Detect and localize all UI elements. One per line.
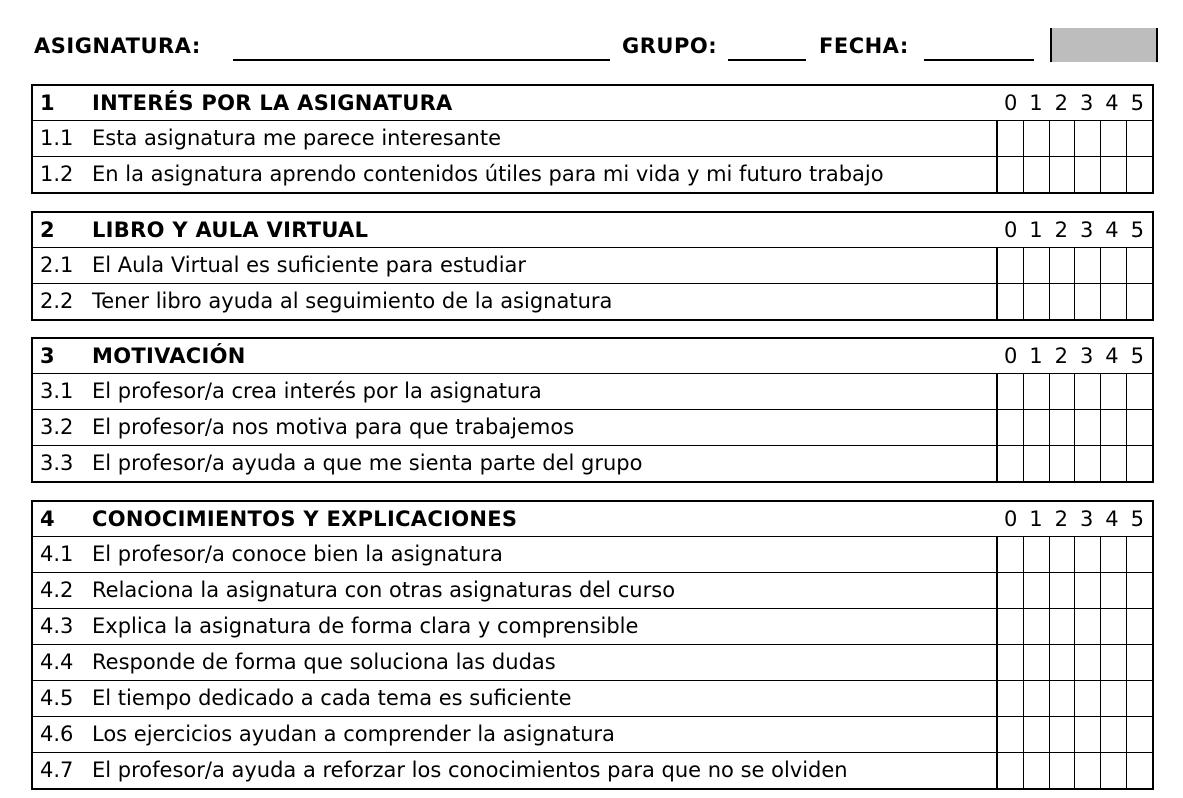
rating-cell-0[interactable] [996, 284, 1023, 319]
section-title-row [33, 339, 1152, 373]
rating-cell-2[interactable] [1049, 284, 1075, 319]
section-title-row [33, 502, 1152, 536]
question-row [33, 247, 1152, 283]
rating-cell-3[interactable] [1074, 410, 1100, 445]
rating-boxes [996, 681, 1152, 716]
question-row [33, 644, 1152, 680]
scale-0: 0 [1003, 344, 1018, 368]
rating-cell-5[interactable] [1126, 446, 1152, 481]
rating-boxes [996, 410, 1152, 445]
section-interes [31, 84, 1154, 194]
section-title-row [33, 86, 1152, 120]
rating-boxes [996, 753, 1152, 788]
rating-cell-4[interactable] [1100, 717, 1126, 752]
rating-boxes [996, 374, 1152, 409]
rating-cell-3[interactable] [1074, 717, 1100, 752]
rating-cell-1[interactable] [1023, 717, 1049, 752]
rating-cell-2[interactable] [1049, 157, 1075, 192]
question-row [33, 536, 1152, 572]
question-text: El Aula Virtual es suficiente para estudiar [92, 253, 527, 277]
rating-cell-2[interactable] [1049, 609, 1075, 644]
question-row [33, 283, 1152, 319]
section-title: INTERÉS POR LA ASIGNATURA [92, 91, 453, 115]
rating-cell-1[interactable] [1023, 410, 1049, 445]
rating-cell-4[interactable] [1100, 121, 1126, 156]
rating-cell-2[interactable] [1049, 753, 1075, 788]
rating-cell-0[interactable] [996, 410, 1023, 445]
rating-cell-1[interactable] [1023, 753, 1049, 788]
scale-4: 4 [1105, 344, 1119, 368]
rating-scale [998, 213, 1150, 247]
question-text: Responde de forma que soluciona las dudas [92, 650, 556, 674]
rating-cell-3[interactable] [1074, 537, 1100, 572]
rating-boxes [996, 573, 1152, 608]
rating-cell-4[interactable] [1100, 537, 1126, 572]
rating-cell-4[interactable] [1100, 753, 1126, 788]
asignatura-field[interactable] [233, 59, 610, 61]
section-motivacion [31, 337, 1154, 483]
rating-cell-3[interactable] [1074, 609, 1100, 644]
fecha-label: FECHA: [819, 34, 909, 58]
scale-1: 1 [1029, 344, 1043, 368]
form-header [34, 28, 1156, 64]
rating-cell-5[interactable] [1126, 157, 1152, 192]
scale-3: 3 [1079, 218, 1094, 242]
rating-cell-2[interactable] [1049, 248, 1075, 283]
rating-cell-1[interactable] [1023, 681, 1049, 716]
section-title-row [33, 213, 1152, 247]
question-row [33, 373, 1152, 409]
grupo-field[interactable] [728, 59, 806, 61]
rating-cell-4[interactable] [1100, 681, 1126, 716]
question-number: 4.5 [40, 686, 74, 710]
question-text: Los ejercicios ayudan a comprender la asignatura [92, 722, 615, 746]
scale-5: 5 [1130, 507, 1144, 531]
rating-cell-2[interactable] [1049, 573, 1075, 608]
scale-3: 3 [1079, 507, 1094, 531]
rating-cell-0[interactable] [996, 573, 1023, 608]
scale-0: 0 [1003, 507, 1018, 531]
scale-5: 5 [1130, 344, 1144, 368]
rating-cell-5[interactable] [1126, 248, 1152, 283]
rating-cell-0[interactable] [996, 537, 1023, 572]
section-number: 2 [40, 218, 55, 242]
rating-scale [998, 86, 1150, 120]
question-number: 4.4 [40, 650, 74, 674]
question-row [33, 608, 1152, 644]
rating-cell-1[interactable] [1023, 121, 1049, 156]
rating-cell-1[interactable] [1023, 248, 1049, 283]
question-text: Relaciona la asignatura con otras asignaturas del curso [92, 578, 676, 602]
scale-4: 4 [1105, 218, 1119, 242]
rating-cell-0[interactable] [996, 121, 1023, 156]
rating-cell-3[interactable] [1074, 573, 1100, 608]
rating-cell-3[interactable] [1074, 374, 1100, 409]
question-text: El profesor/a conoce bien la asignatura [92, 542, 503, 566]
scale-5: 5 [1130, 218, 1144, 242]
question-number: 2.1 [40, 253, 74, 277]
question-number: 2.2 [40, 289, 74, 313]
rating-boxes [996, 537, 1152, 572]
question-text: El profesor/a ayuda a que me sienta parte del grupo [92, 451, 643, 475]
rating-cell-3[interactable] [1074, 157, 1100, 192]
rating-cell-5[interactable] [1126, 645, 1152, 680]
rating-cell-3[interactable] [1074, 284, 1100, 319]
rating-cell-3[interactable] [1074, 446, 1100, 481]
question-row [33, 572, 1152, 608]
fecha-field[interactable] [924, 59, 1034, 61]
rating-cell-0[interactable] [996, 374, 1023, 409]
rating-boxes [996, 717, 1152, 752]
rating-cell-5[interactable] [1126, 717, 1152, 752]
question-number: 4.2 [40, 578, 74, 602]
question-row [33, 752, 1152, 788]
rating-cell-4[interactable] [1100, 157, 1126, 192]
rating-cell-5[interactable] [1126, 753, 1152, 788]
section-number: 3 [40, 344, 55, 368]
scale-1: 1 [1029, 507, 1043, 531]
rating-cell-3[interactable] [1074, 248, 1100, 283]
rating-cell-1[interactable] [1023, 573, 1049, 608]
rating-cell-2[interactable] [1049, 410, 1075, 445]
rating-scale [998, 502, 1150, 536]
rating-cell-3[interactable] [1074, 681, 1100, 716]
question-number: 4.3 [40, 614, 74, 638]
scale-1: 1 [1029, 218, 1043, 242]
scale-0: 0 [1003, 91, 1018, 115]
question-number: 4.1 [40, 542, 74, 566]
rating-cell-5[interactable] [1126, 681, 1152, 716]
rating-boxes [996, 284, 1152, 319]
rating-cell-4[interactable] [1100, 446, 1126, 481]
rating-cell-4[interactable] [1100, 573, 1126, 608]
rating-cell-2[interactable] [1049, 681, 1075, 716]
question-text: Explica la asignatura de forma clara y comprensible [92, 614, 639, 638]
question-number: 3.1 [40, 379, 74, 403]
rating-cell-0[interactable] [996, 248, 1023, 283]
question-row [33, 156, 1152, 192]
rating-cell-5[interactable] [1126, 573, 1152, 608]
rating-cell-1[interactable] [1023, 537, 1049, 572]
question-number: 4.6 [40, 722, 74, 746]
section-title: LIBRO Y AULA VIRTUAL [92, 218, 369, 242]
question-number: 4.7 [40, 758, 74, 782]
question-text: El tiempo dedicado a cada tema es suficiente [92, 686, 572, 710]
scale-3: 3 [1079, 91, 1094, 115]
scale-4: 4 [1105, 91, 1119, 115]
question-text: En la asignatura aprendo contenidos útiles para mi vida y mi futuro trabajo [92, 162, 884, 186]
rating-cell-5[interactable] [1126, 537, 1152, 572]
question-row [33, 680, 1152, 716]
section-number: 1 [40, 91, 55, 115]
rating-cell-4[interactable] [1100, 609, 1126, 644]
rating-cell-5[interactable] [1126, 374, 1152, 409]
scale-1: 1 [1029, 91, 1043, 115]
rating-cell-4[interactable] [1100, 248, 1126, 283]
section-libro-aula-virtual [31, 211, 1154, 321]
section-conocimientos-explicaciones [31, 500, 1154, 790]
rating-cell-1[interactable] [1023, 645, 1049, 680]
scale-2: 2 [1054, 507, 1068, 531]
rating-cell-4[interactable] [1100, 645, 1126, 680]
rating-cell-1[interactable] [1023, 609, 1049, 644]
question-row [33, 445, 1152, 481]
rating-scale [998, 339, 1150, 373]
rating-cell-0[interactable] [996, 157, 1023, 192]
question-text: Tener libro ayuda al seguimiento de la asignatura [92, 289, 613, 313]
question-text: El profesor/a ayuda a reforzar los conocimientos para que no se olviden [92, 758, 848, 782]
rating-cell-2[interactable] [1049, 537, 1075, 572]
scale-0: 0 [1003, 218, 1018, 242]
question-text: El profesor/a crea interés por la asignatura [92, 379, 542, 403]
scale-2: 2 [1054, 91, 1068, 115]
rating-boxes [996, 157, 1152, 192]
rating-cell-0[interactable] [996, 609, 1023, 644]
rating-cell-1[interactable] [1023, 284, 1049, 319]
scale-3: 3 [1079, 344, 1094, 368]
rating-cell-2[interactable] [1049, 645, 1075, 680]
question-text: El profesor/a nos motiva para que trabajemos [92, 415, 575, 439]
question-number: 1.1 [40, 126, 74, 150]
rating-cell-5[interactable] [1126, 410, 1152, 445]
rating-boxes [996, 609, 1152, 644]
asignatura-label: ASIGNATURA: [34, 34, 201, 58]
section-title: MOTIVACIÓN [92, 344, 246, 368]
scale-4: 4 [1105, 507, 1119, 531]
rating-cell-0[interactable] [996, 681, 1023, 716]
rating-boxes [996, 645, 1152, 680]
question-row [33, 716, 1152, 752]
rating-cell-0[interactable] [996, 717, 1023, 752]
scale-2: 2 [1054, 344, 1068, 368]
question-number: 3.2 [40, 415, 74, 439]
question-text: Esta asignatura me parece interesante [92, 126, 502, 150]
rating-cell-0[interactable] [996, 753, 1023, 788]
rating-boxes [996, 248, 1152, 283]
rating-boxes [996, 121, 1152, 156]
rating-cell-4[interactable] [1100, 374, 1126, 409]
question-row [33, 409, 1152, 445]
question-number: 3.3 [40, 451, 74, 475]
rating-cell-5[interactable] [1126, 121, 1152, 156]
question-number: 1.2 [40, 162, 74, 186]
rating-cell-5[interactable] [1126, 284, 1152, 319]
grupo-label: GRUPO: [622, 34, 718, 58]
rating-cell-0[interactable] [996, 446, 1023, 481]
question-row [33, 120, 1152, 156]
rating-cell-1[interactable] [1023, 157, 1049, 192]
rating-cell-4[interactable] [1100, 410, 1126, 445]
rating-cell-3[interactable] [1074, 645, 1100, 680]
section-number: 4 [40, 507, 55, 531]
rating-cell-2[interactable] [1049, 121, 1075, 156]
rating-cell-2[interactable] [1049, 446, 1075, 481]
rating-cell-1[interactable] [1023, 374, 1049, 409]
scale-5: 5 [1130, 91, 1144, 115]
rating-cell-3[interactable] [1074, 121, 1100, 156]
rating-cell-1[interactable] [1023, 446, 1049, 481]
rating-cell-3[interactable] [1074, 753, 1100, 788]
rating-cell-2[interactable] [1049, 717, 1075, 752]
rating-cell-2[interactable] [1049, 374, 1075, 409]
rating-cell-4[interactable] [1100, 284, 1126, 319]
scale-2: 2 [1054, 218, 1068, 242]
gray-code-box [1050, 28, 1158, 62]
section-title: CONOCIMIENTOS Y EXPLICACIONES [92, 507, 518, 531]
rating-cell-0[interactable] [996, 645, 1023, 680]
rating-cell-5[interactable] [1126, 609, 1152, 644]
rating-boxes [996, 446, 1152, 481]
